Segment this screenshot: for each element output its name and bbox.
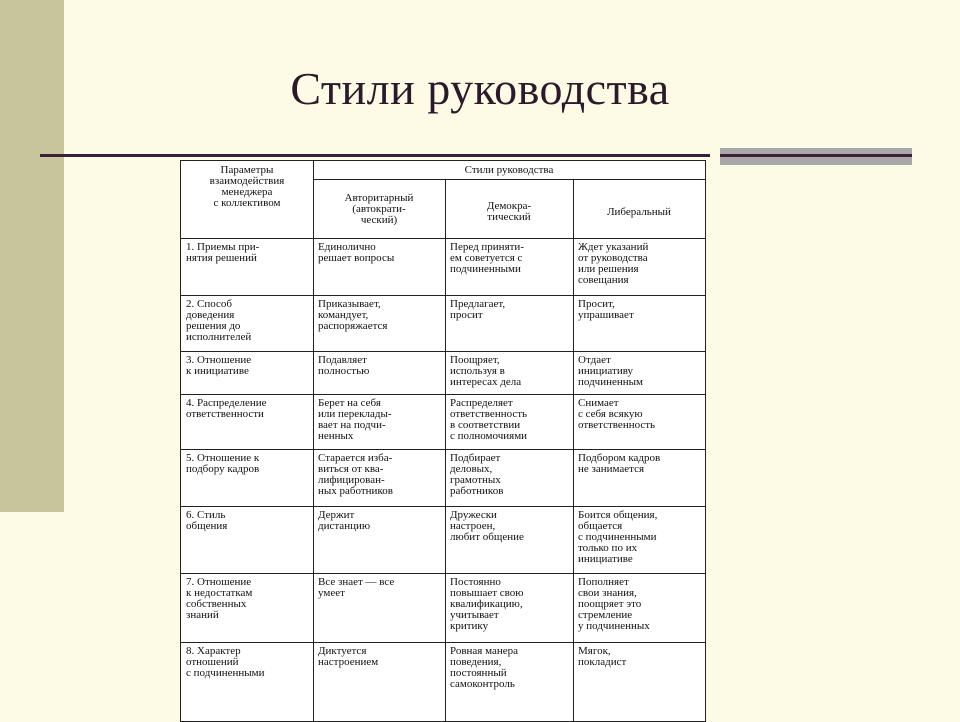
row-6-democratic: Дружески настроен, любит общение [450,509,524,543]
row-5-authoritarian: Старается избa- виться от ква- лифицирован- ных работников [318,452,393,497]
row-5-param: 5. Отношение к подбору кадров [186,452,260,475]
row-1-democratic: Перед приняти- ем советуется с подчиненными [450,241,524,275]
row-4-democratic: Распределяет ответственность в соответствии с полномочиями [450,397,528,442]
row-3-liberal: Отдает инициативу подчиненным [578,354,643,388]
row-5-liberal: Подбором кадров не занимается [578,452,661,475]
table-hline [181,506,705,507]
row-6-liberal: Боится общения, общается с подчиненными только по их инициативе [578,509,658,565]
row-3-param: 3. Отношение к инициативе [186,354,252,377]
row-4-param: 4. Распределение ответственности [186,397,267,420]
row-8-liberal: Мягок, покладист [578,645,627,668]
table-hline [313,179,705,180]
header-styles: Стили руководства [464,164,554,176]
header-authoritarian: Авторитарный (автократи- ческий) [344,192,414,226]
row-7-param: 7. Отношение к недостаткам собственных знаний [186,576,253,621]
table-hline [181,238,705,239]
row-4-liberal: Снимает с себя всякую ответственность [578,397,656,431]
row-2-democratic: Предлагает, просит [450,298,506,321]
header-liberal: Либеральный [607,206,671,218]
row-8-param: 8. Характер отношений с подчиненными [186,645,265,679]
table-hline [181,394,705,395]
accent-grey-bar [720,148,912,165]
row-2-param: 2. Способ доведения решения до исполнителей [186,298,252,343]
leadership-styles-table [180,160,706,722]
table-hline [181,351,705,352]
table-hline [181,642,705,643]
row-2-liberal: Просит, упрашивает [578,298,634,321]
table-hline [181,295,705,296]
title-underline [40,154,710,157]
row-7-democratic: Постоянно повышает свою квалификацию, учитывает критику [450,576,524,632]
table-hline [181,449,705,450]
row-6-param: 6. Стиль общения [186,509,228,532]
row-1-param: 1. Приемы при- нятия решений [186,241,260,264]
row-6-authoritarian: Держит дистанцию [318,509,371,532]
row-3-authoritarian: Подавляет полностью [318,354,370,377]
row-4-authoritarian: Берет на себя или переклады- вает на подчи- ненных [318,397,392,442]
row-1-liberal: Ждет указаний от руководства или решения совещания [578,241,649,286]
table-hline [181,573,705,574]
slide-title: Стили руководства [290,63,670,114]
row-2-authoritarian: Приказывает, командует, распоряжается [318,298,388,332]
row-8-democratic: Ровная манера поведения, постоянный самоконтроль [450,645,519,690]
row-7-liberal: Пополняет свои знания, поощряет это стремление у подчиненных [578,576,650,632]
row-7-authoritarian: Все знает — все умеет [318,576,395,599]
row-8-authoritarian: Диктуется настроением [318,645,379,668]
row-1-authoritarian: Единолично решает вопросы [318,241,395,264]
header-democratic: Демокра- тический [486,200,532,223]
row-3-democratic: Поощряет, используя в интересах дела [450,354,522,388]
header-params: Параметры взаимодействия менеджера с коллективом [209,164,285,209]
row-5-democratic: Подбирает деловых, грамотных работников [450,452,504,497]
